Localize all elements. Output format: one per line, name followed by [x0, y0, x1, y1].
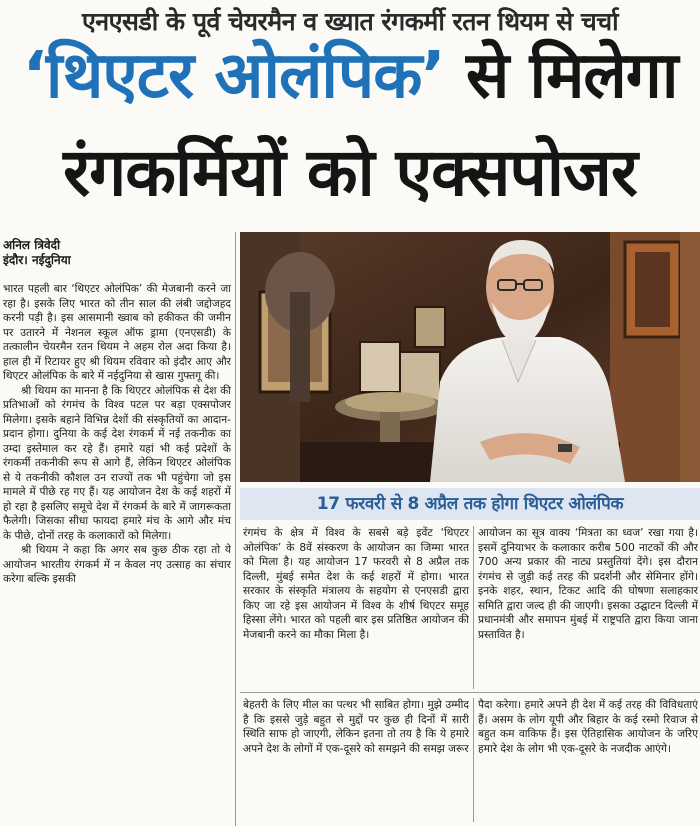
box-bottom-rule	[240, 692, 700, 693]
article-column-4	[243, 698, 469, 822]
column-divider	[473, 698, 474, 822]
byline-author: अनिल त्रिवेदी	[3, 238, 61, 252]
subheading: 17 फरवरी से 8 अप्रैल तक होगा थिएटर ओलंपिक	[240, 488, 700, 520]
paragraph: श्री थियम का मानना है कि थिएटर ओलंपिक से देश की प्रतिभाओं को रंगमंच के विश्व पटल पर बड़ा एक्सपोजर मिलेगा। इसके बहाने विभिन्न देशों की संस्कृतियों का आदान-प्रदान होगा। दुनिया के कई देश रंगकर्म में नई तकनीक का उम्दा इस्तेमाल कर रहे हैं। हमारे यहां भी कई प्रदेशों के रंगकर्मी तकनीकी रूप से आगे हैं, लेकिन थिएटर ओलंपिक से ये तकनीकी कौशल उन राज्यों तक भी पहुंचेगा जो इस मामले में पीछे रह गए हैं। यह आयोजन देश के कई शहरों में हो रहा है इसलिए समूचे देश में रंगकर्म के बारे में जागरूकता फैलेगी। जिसका सीधा फायदा हमारे मंच के आगे और मंच के पीछे, दोनों तरह के कलाकारों को मिलेगा।	[3, 384, 231, 542]
article-column-2	[243, 526, 469, 691]
headline-highlight: ‘थिएटर ओलंपिक’	[22, 39, 445, 113]
article-column-3	[478, 526, 698, 691]
portrait-illustration	[240, 232, 700, 482]
paragraph: श्री थियम ने कहा कि अगर सब कुछ ठीक रहा तो ये आयोजन भारतीय रंगकर्म में न केवल नए उत्साह का संचार करेगा बल्कि इसकी	[3, 544, 231, 585]
portrait-photo	[240, 232, 700, 482]
column-divider	[473, 526, 474, 689]
article-column-5	[478, 698, 698, 822]
paragraph: भारत पहली बार ‘थिएटर ओलंपिक’ की मेजबानी करने जा रहा है। इसके लिए भारत को तीन साल की लंबी जद्दोजहद करनी पड़ी है। इस आसमानी ख्वाब को हकीकत की जमीन पर उतारने में नेशनल स्कूल ऑफ ड्रामा (एनएसडी) के तत्कालीन चेयरमैन रतन थियम ने अहम रोल अदा किया है। हाल ही में रिटायर हुए श्री थियम रविवार को इंदौर आए और थिएटर ओलंपिक के बारे में नईदुनिया से खास गुफ्तगू की।	[3, 283, 231, 382]
column-divider	[235, 232, 236, 826]
paragraph: रंगमंच के क्षेत्र में विश्व के सबसे बड़े इवेंट ‘थिएटर ओलंपिक’ के 8वें संस्करण के आयोजन का जिम्मा भारत को मिला है। यह आयोजन 17 फरवरी से 8 अप्रैल तक दिल्ली, मुंबई समेत देश के कई शहरों में होगा। भारत सरकार के संस्कृति मंत्रालय के सहयोग से एनएसडी द्वारा किए जा रहे इस आयोजन में विश्व के शीर्ष थिएटर समूह हिस्सा लेंगे। भारत को पहली बार इस प्रतिष्ठित आयोजन की मेजबानी करने का मौका मिला है।	[243, 527, 469, 641]
kicker-line: एनएसडी के पूर्व चेयरमैन व ख्यात रंगकर्मी रतन थियम से चर्चा	[81, 7, 619, 36]
headline-rest: से मिलेगा	[444, 39, 678, 113]
byline-place: इंदौर। नईदुनिया	[3, 253, 71, 267]
headline-line-2: रंगकर्मियों को एक्सपोजर	[63, 134, 637, 211]
paragraph: बेहतरी के लिए मील का पत्थर भी साबित होगा। मुझे उम्मीद है कि इससे जुड़े बहुत से मुद्दों पर कुछ ही दिनों में सारी स्थिति साफ हो जाएगी, लेकिन इतना तो तय है कि ये हमारे अपने देश के लोगों में एक-दूसरे को समझने की समझ जरूर	[243, 699, 469, 755]
paragraph: आयोजन का सूत्र वाक्य ‘मित्रता का ध्वज’ रखा गया है। इसमें दुनियाभर के कलाकार करीब 500 नाटकों की और 700 अन्य प्रकार की नाट्य प्रस्तुतियां देंगे। इस दौरान रंगमंच से जुड़ी कई तरह की प्रदर्शनी और सेमिनार होंगे। इनके शहर, स्थान, टिकट आदि की घोषणा सलाहकार समिति द्वारा जल्द ही की जाएगी। इसका उद्घाटन दिल्ली में प्रधानमंत्री और समापन मुंबई में राष्ट्रपति द्वारा किया जाना प्रस्तावित है।	[478, 527, 698, 641]
byline	[3, 238, 71, 268]
article-column-1	[3, 282, 231, 822]
paragraph: पैदा करेगा। हमारे अपने ही देश में कई तरह की विविधताएं हैं। असम के लोग यूपी और बिहार के कई रस्मो रिवाज से बहुत कम वाकिफ हैं। इस ऐतिहासिक आयोजन के जरिए हमारे देश के लोग भी एक-दूसरे के नजदीक आएंगे।	[478, 699, 698, 755]
headline-line-1	[0, 39, 700, 113]
